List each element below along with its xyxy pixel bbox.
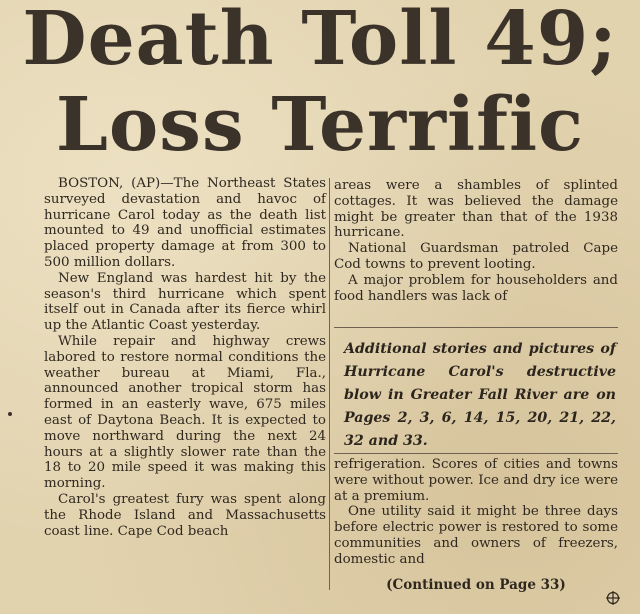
continued-on-page: (Continued on Page 33) bbox=[386, 577, 566, 593]
article-column-left bbox=[44, 176, 326, 539]
article-column-right-bottom bbox=[334, 457, 618, 568]
article-paragraph: BOSTON, (AP)—The Northeast States surveyed devastation and havoc of hurricane Carol today as the death list mounted to 49 and unofficial estimates placed property damage at from 300 to 500 million dollars. bbox=[44, 176, 326, 270]
headline-line-2: Loss Terrific bbox=[55, 82, 585, 168]
article-column-right-top bbox=[334, 178, 618, 304]
article-paragraph: While repair and highway crews labored to restore normal conditions the weather bureau at Miami, Fla., announced another tropical storm has formed in an easterly wave, 675 miles east of Daytona Beach. It is expected to move northward during the next 24 hours at a slightly slower rate than the 18 to 20 mile speed it was making this morning. bbox=[44, 333, 326, 492]
headline-line-1: Death Toll 49; bbox=[22, 0, 618, 82]
article-paragraph: National Guardsman patroled Cape Cod towns to prevent looting. bbox=[334, 241, 618, 272]
article-paragraph: A major problem for householders and food handlers was lack of bbox=[334, 272, 618, 304]
column-divider bbox=[329, 178, 330, 590]
article-paragraph: Carol's greatest fury was spent along the Rhode Island and Massachusetts coast line. Cape Cod beach bbox=[44, 491, 326, 539]
article-paragraph: refrigeration. Scores of cities and towns were without power. Ice and dry ice were at a premium. bbox=[334, 457, 618, 504]
ink-speck bbox=[8, 412, 12, 416]
box-rule-top bbox=[334, 327, 618, 328]
article-paragraph: areas were a shambles of splinted cottages. It was believed the damage might be greater than that of the 1938 hurricane. bbox=[334, 178, 618, 241]
box-rule-bottom bbox=[334, 453, 618, 454]
related-stories-note: Additional stories and pictures of Hurricane Carol's destructive blow in Greater Fall River are on Pages 2, 3, 6, 14, 15, 20, 21, 22, 32 and 33. bbox=[344, 341, 616, 449]
article-paragraph: New England was hardest hit by the season's third hurricane which spent itself out in Canada after its fierce whirl up the Atlantic Coast yesterday. bbox=[44, 270, 326, 334]
registration-mark-icon bbox=[606, 591, 620, 605]
article-paragraph: One utility said it might be three days before electric power is restored to some communities and owners of freezers, domestic and bbox=[334, 504, 618, 567]
